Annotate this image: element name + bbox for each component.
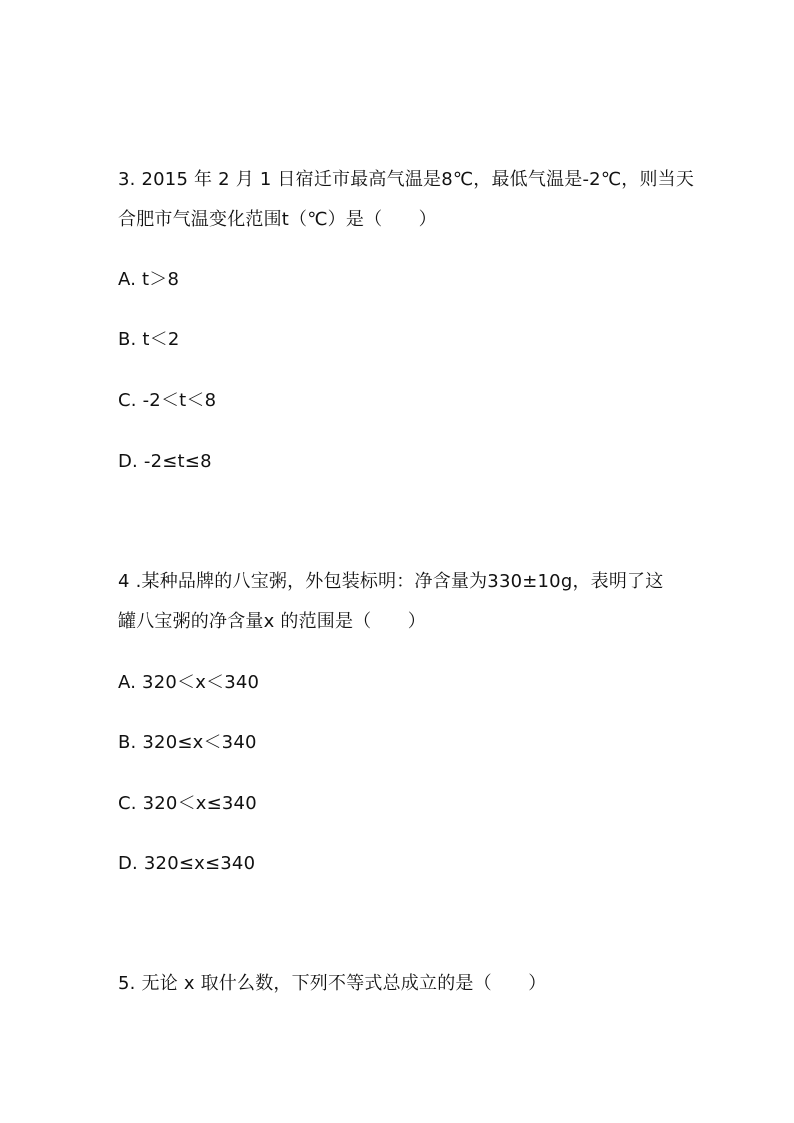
question-5-stem-line-1: 5. 无论 x 取什么数，下列不等式总成立的是（ ） [118,973,547,994]
question-3-option-d: D. -2≤t≤8 [118,451,212,472]
question-4-option-d: D. 320≤x≤340 [118,853,256,874]
question-4-stem-line-2: 罐八宝粥的净含量x 的范围是（ ） [118,611,426,632]
question-4-option-c: C. 320＜x≤340 [118,793,257,814]
question-3-option-a: A. t＞8 [118,269,180,290]
question-4-option-a: A. 320＜x＜340 [118,672,260,693]
question-3-stem-line-2: 合肥市气温变化范围t（℃）是（ ） [118,209,437,230]
question-3-stem-line-1: 3. 2015 年 2 月 1 日宿迁市最高气温是8℃，最低气温是-2℃，则当天 [118,169,695,190]
question-4-stem-line-1: 4 .某种品牌的八宝粥，外包装标明：净含量为330±10g，表明了这 [118,571,664,592]
question-4-option-b: B. 320≤x＜340 [118,732,257,753]
question-3-option-b: B. t＜2 [118,329,180,350]
question-3-option-c: C. -2＜t＜8 [118,390,217,411]
